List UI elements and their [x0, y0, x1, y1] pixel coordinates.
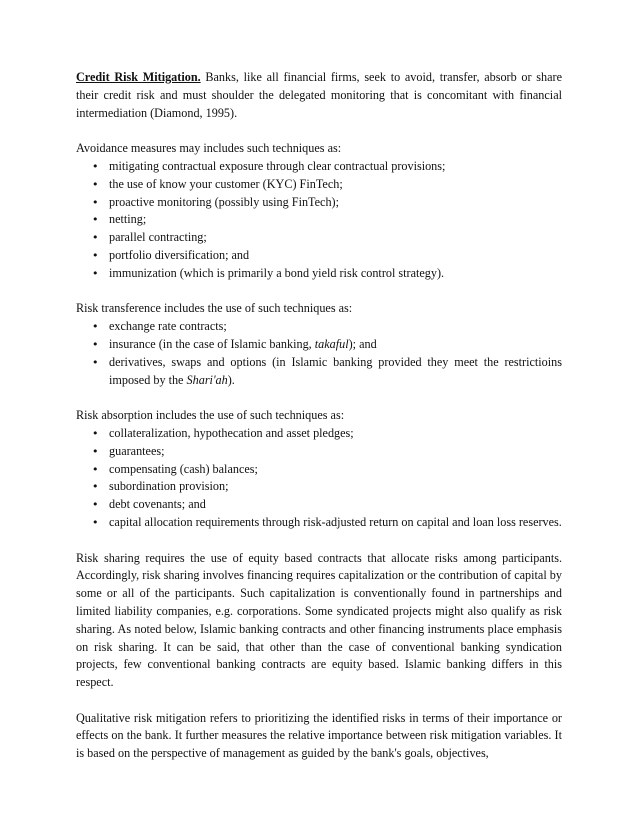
- list-item: • mitigating contractual exposure through clear contractual provisions;: [76, 158, 562, 176]
- section-heading: Credit Risk Mitigation.: [76, 70, 201, 84]
- absorption-list: [76, 425, 562, 532]
- list-item: • exchange rate contracts;: [76, 318, 562, 336]
- avoidance-lead: Avoidance measures may includes such techniques as:: [76, 141, 342, 156]
- list-item: • immunization (which is primarily a bond yield risk control strategy).: [76, 265, 562, 283]
- avoidance-list: [76, 158, 562, 283]
- list-item: • guarantees;: [76, 443, 562, 461]
- italic-term: takaful: [314, 336, 349, 351]
- list-item: • compensating (cash) balances;: [76, 461, 562, 479]
- list-item: • debt covenants; and: [76, 496, 562, 514]
- list-item: • collateralization, hypothecation and asset pledges;: [76, 425, 562, 443]
- list-item: • netting;: [76, 211, 562, 229]
- transference-list: [76, 318, 562, 389]
- list-item: • portfolio diversification; and: [76, 247, 562, 265]
- list-item: [76, 354, 562, 390]
- list-item: • the use of know your customer (KYC) FinTech;: [76, 176, 562, 194]
- list-item: • capital allocation requirements through risk-adjusted return on capital and loan loss reserves.: [76, 514, 562, 532]
- absorption-lead: Risk absorption includes the use of such techniques as:: [76, 408, 345, 423]
- list-item-text: ).: [227, 372, 235, 387]
- qualitative-paragraph: Qualitative risk mitigation refers to prioritizing the identified risks in terms of their importance or effects on the bank. It further measures the relative importance between risk mitigation variables. It is based on the perspective of management as guided by the bank's goals, objectives,: [76, 710, 562, 761]
- list-item-text: ); and: [348, 336, 377, 351]
- risk-sharing-paragraph: Risk sharing requires the use of equity based contracts that allocate risks among participants. Accordingly, risk sharing involves financing requires capitalization or the contribution of capital by some or all of the participants. Such capitalization is conventionally found in partnerships and limited liability companies, e.g. corporations. Some syndicated projects might also qualify as risk sharing. As noted below, Islamic banking contracts and other financing instruments place emphasis on risk sharing. It can be said, that other than the case of conventional banking syndication projects, few conventional banking contracts are equity based. Islamic banking differs in this respect.: [76, 550, 562, 690]
- list-item: [76, 336, 562, 354]
- italic-term: Shari'ah: [186, 372, 228, 387]
- list-item-text: insurance (in the case of Islamic banking,: [109, 336, 315, 351]
- list-item: • proactive monitoring (possibly using FinTech);: [76, 194, 562, 212]
- list-item-text: derivatives, swaps and options (in Islamic banking provided they meet the restrictioins imposed by the: [109, 354, 562, 387]
- document-page: [76, 69, 562, 781]
- transference-lead: Risk transference includes the use of such techniques as:: [76, 301, 353, 316]
- intro-text: Banks, like all financial firms, seek to avoid, transfer, absorb or share their credit risk and must shoulder the delegated monitoring that is concomitant with financial intermediation (Diamond, 1995).: [76, 70, 562, 120]
- list-item: • subordination provision;: [76, 478, 562, 496]
- list-item: • parallel contracting;: [76, 229, 562, 247]
- intro-paragraph: [76, 69, 562, 122]
